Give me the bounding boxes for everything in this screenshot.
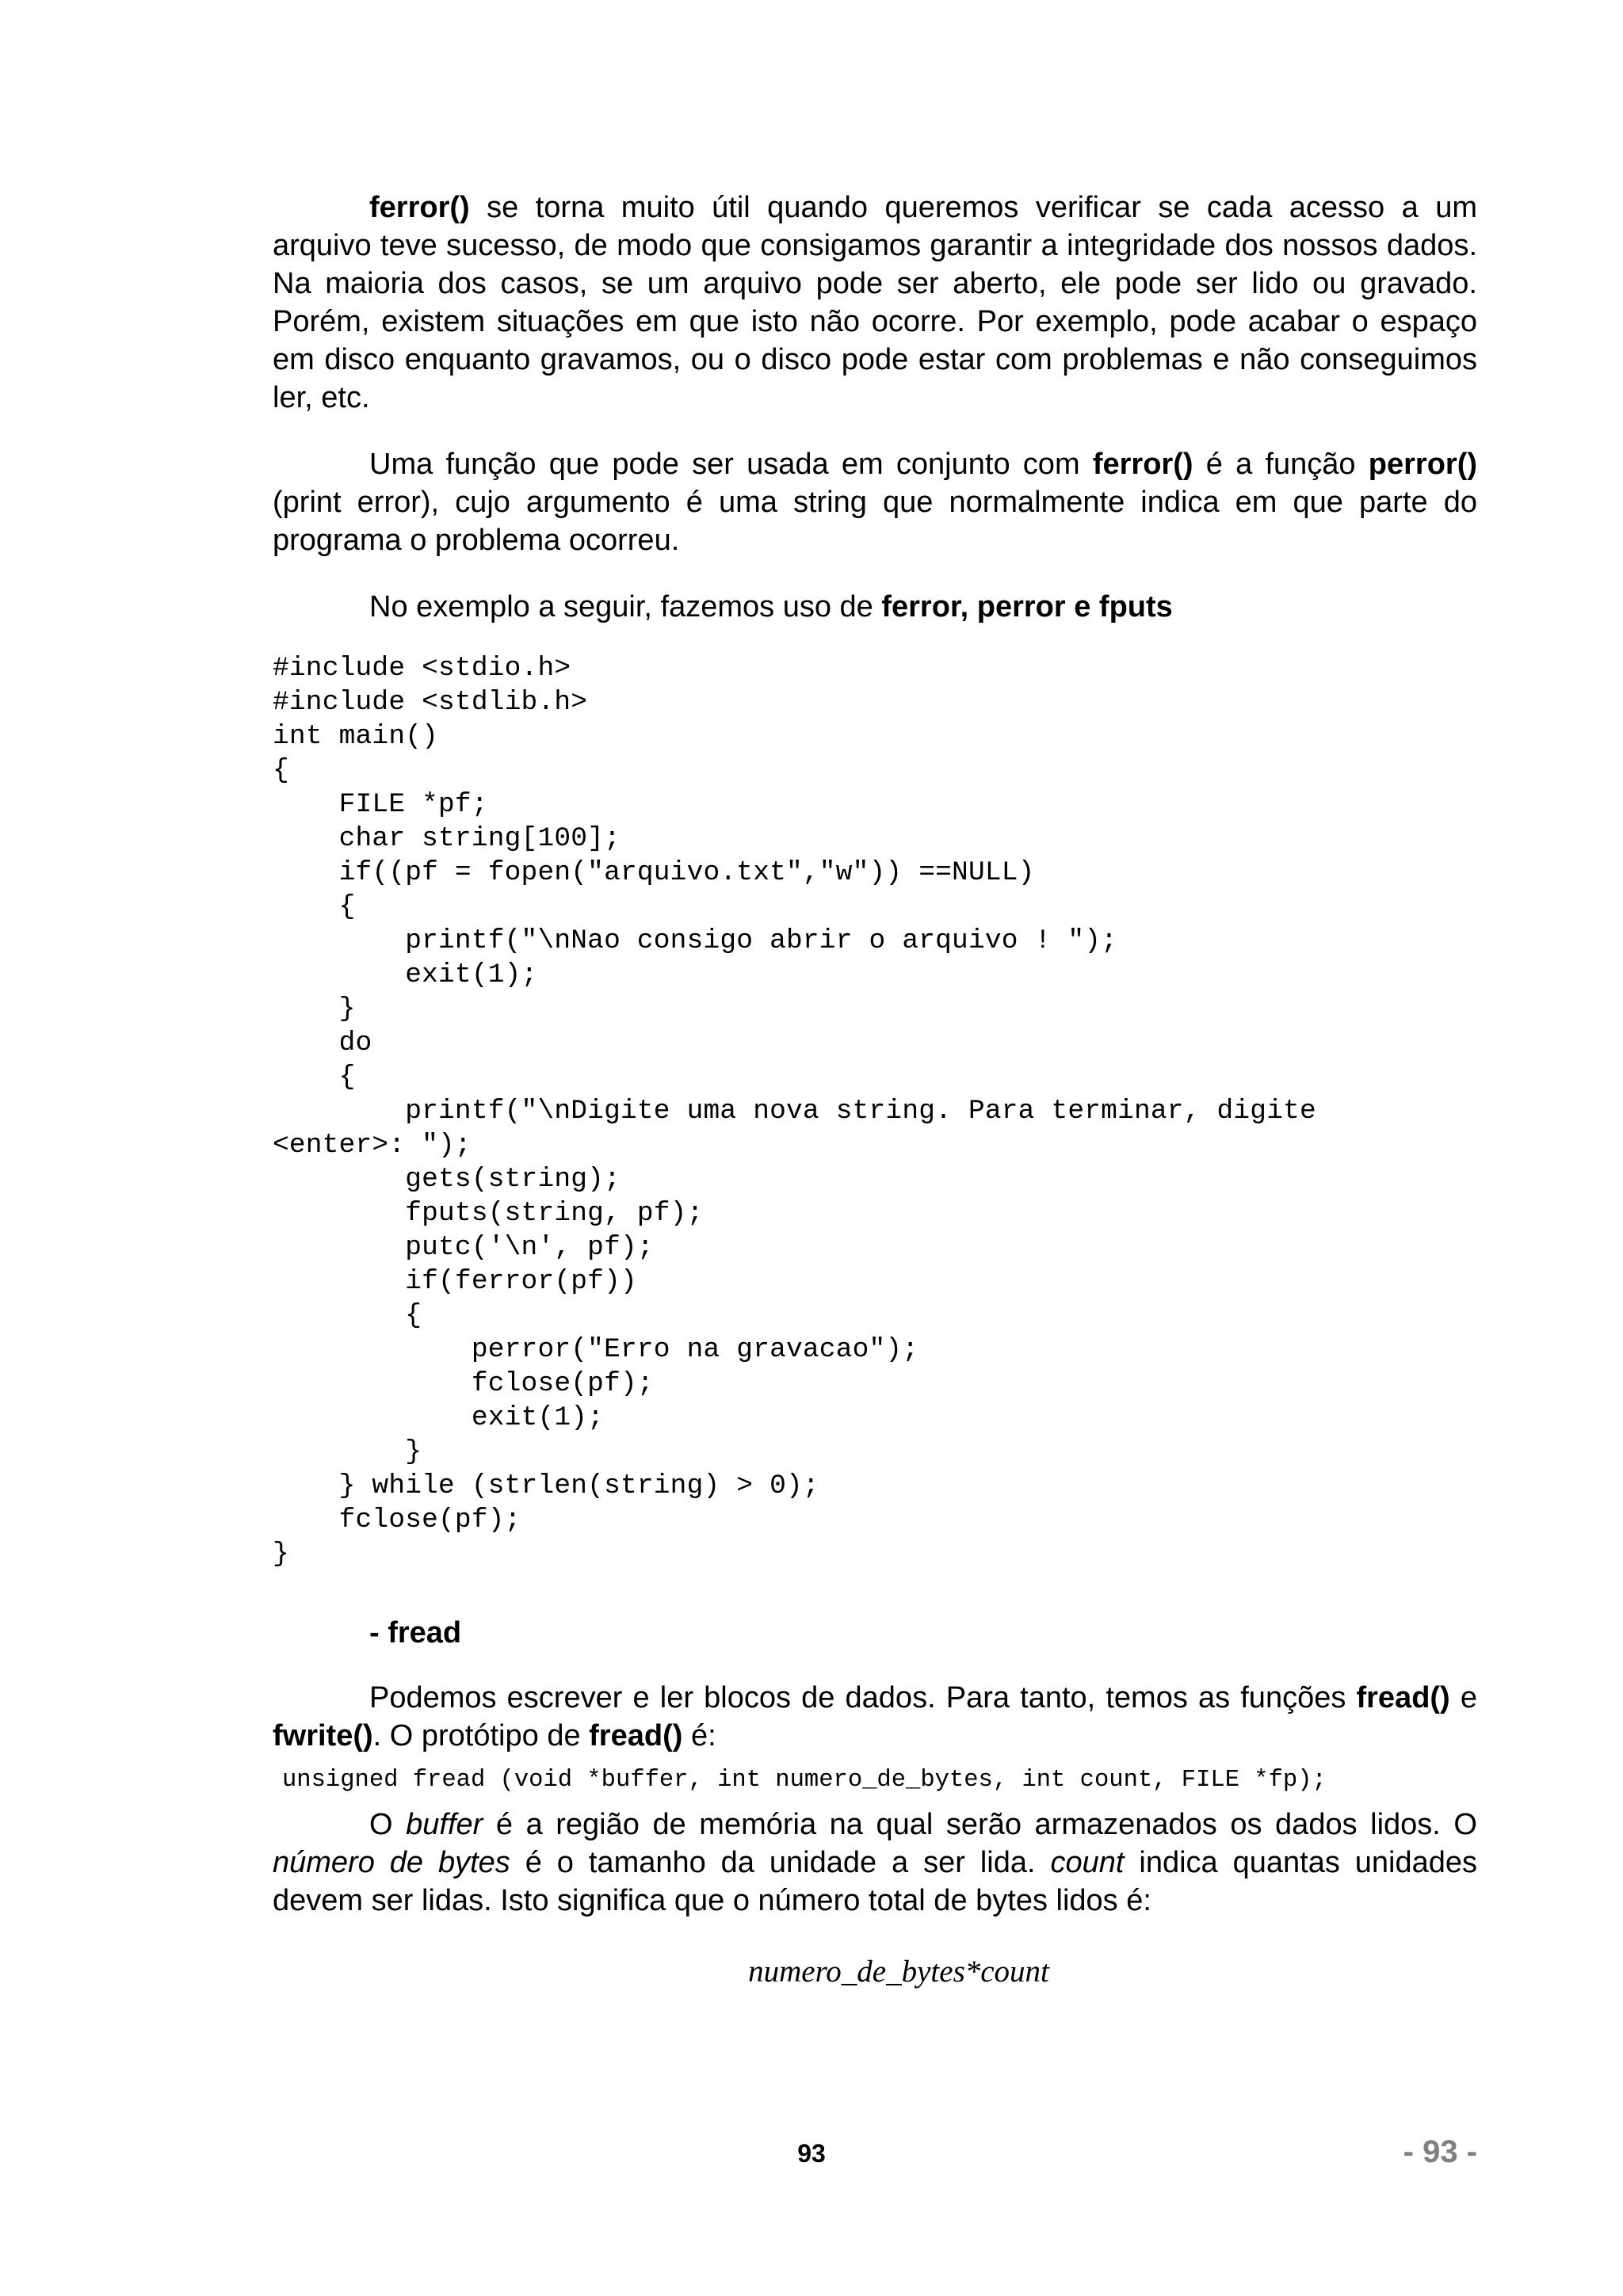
page-number-center: 93 — [797, 2139, 826, 2168]
document-page — [273, 189, 1477, 1991]
bold-term: fwrite() — [273, 1719, 373, 1753]
italic-term: número de bytes — [273, 1846, 510, 1879]
paragraph-text: é o tamanho da unidade a ser lida. — [510, 1846, 1051, 1879]
paragraph-example-intro — [273, 588, 1477, 626]
paragraph-text: é a região de memória na qual serão armazenados os dados lidos. O — [483, 1808, 1477, 1841]
italic-term: buffer — [406, 1808, 483, 1841]
paragraph-text: . O protótipo de — [372, 1719, 590, 1753]
bold-term: ferror, perror e fputs — [881, 590, 1173, 624]
paragraph-text: indica quantas unidades devem ser lidas. Isto significa que o número total de bytes lidos é: — [273, 1846, 1478, 1917]
code-listing: #include <stdio.h> #include <stdlib.h> int main() { FILE *pf; char string[100]; if((pf = fopen("arquivo.txt","w")) ==NULL) { printf("\nNao consigo abrir o arquivo ! "); exit(1); } do { printf("\nDigite uma nova string. Para terminar, digite <enter>: "); gets(string); fputs(string, pf); putc('\n', pf); if(ferror(pf)) { perror("Erro na gravacao"); fclose(pf); exit(1); } } while (strlen(string) > 0); fclose(pf); } — [273, 653, 1316, 1569]
bold-term: ferror() — [1092, 448, 1193, 481]
paragraph-text: No exemplo a seguir, fazemos uso de — [369, 590, 882, 624]
bold-term: fread() — [589, 1719, 683, 1753]
formula: numero_de_bytes*count — [748, 1955, 1049, 1989]
paragraph-perror — [273, 445, 1477, 559]
paragraph-text: O — [369, 1808, 407, 1841]
paragraph-text: se torna muito útil quando queremos verificar se cada acesso a um arquivo teve sucesso, de modo que consigamos garantir a integridade dos nossos dados. Na maioria dos casos, se um arquivo pode ser aberto, ele pode ser lido ou gravado. Porém, existem situações em que isto não ocorre. Por exemplo, pode acabar o espaço em disco enquanto gravamos, ou o disco pode estar com problemas e não conseguimos ler, etc. — [273, 191, 1477, 414]
paragraph-text: é a função — [1193, 448, 1369, 481]
paragraph-fread-params — [273, 1806, 1477, 1920]
bold-term: ferror() — [369, 191, 470, 224]
paragraph-text: Podemos escrever e ler blocos de dados. Para tanto, temos as funções — [369, 1681, 1357, 1714]
paragraph-text: é: — [682, 1719, 716, 1753]
bold-term: fread() — [1356, 1681, 1450, 1714]
page-number-right: - 93 - — [1403, 2134, 1477, 2169]
paragraph-fread-intro — [273, 1679, 1477, 1755]
italic-term: count — [1050, 1846, 1125, 1879]
bold-term: perror() — [1368, 448, 1477, 481]
paragraph-text: Uma função que pode ser usada em conjunto com — [369, 448, 1093, 481]
section-heading: - fread — [369, 1616, 462, 1650]
paragraph-text: (print error), cujo argumento é uma string que normalmente indica em que parte do programa o problema ocorreu. — [273, 486, 1477, 557]
function-prototype: unsigned fread (void *buffer, int numero_de_bytes, int count, FILE *fp); — [282, 1767, 1327, 1794]
paragraph-ferror-intro — [273, 189, 1477, 417]
paragraph-text: e — [1449, 1681, 1477, 1714]
